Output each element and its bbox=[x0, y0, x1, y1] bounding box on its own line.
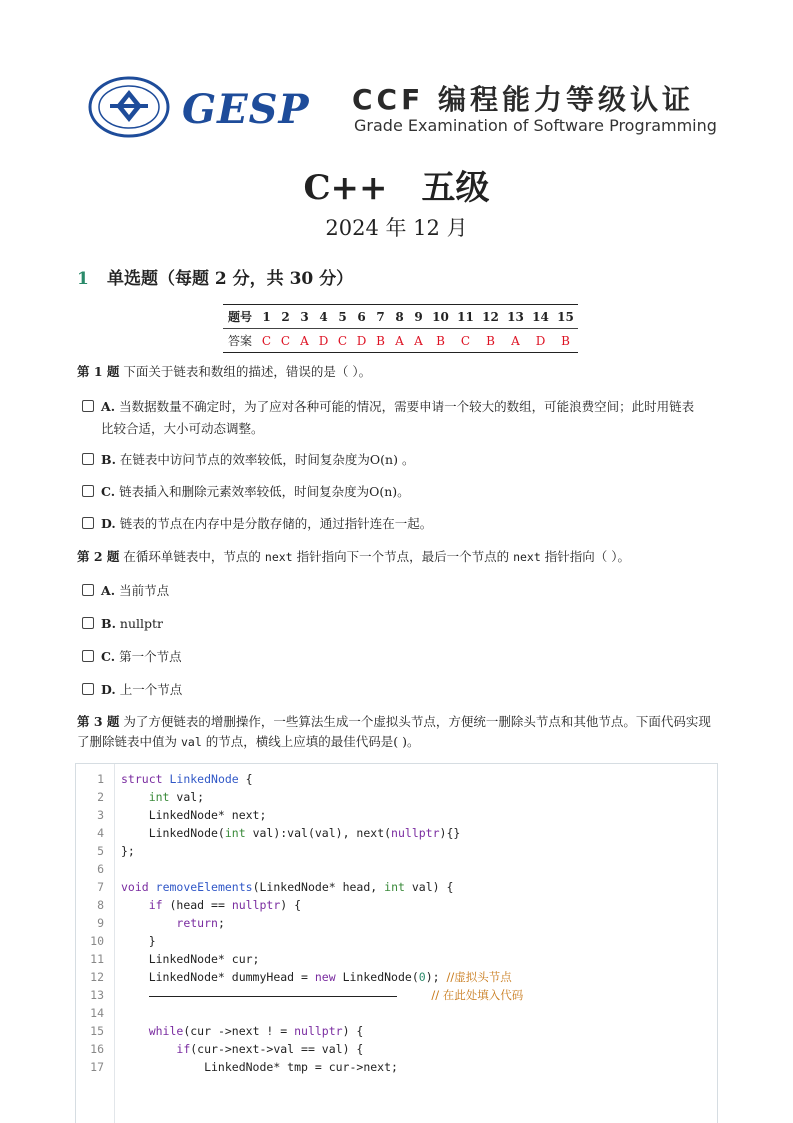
answer-cell: A bbox=[503, 329, 528, 353]
answer-cell: D bbox=[352, 329, 371, 353]
checkbox[interactable] bbox=[82, 400, 94, 412]
code-line: 7 void removeElements(LinkedNode* head, int val) { bbox=[76, 878, 717, 896]
question-text: 下面关于链表和数组的描述，错误的是（ ）。 bbox=[123, 364, 372, 379]
code-line: 11 LinkedNode* cur; bbox=[76, 950, 717, 968]
code-line: 4 LinkedNode(int val):val(val), next(nullptr){} bbox=[76, 824, 717, 842]
answer-cell: B bbox=[428, 329, 453, 353]
option-letter: A. bbox=[101, 399, 116, 414]
line-number: 10 bbox=[90, 934, 104, 948]
option-text: 链表的节点在内存中是分散存储的，通过指针连在一起。 bbox=[119, 516, 433, 531]
answer-cell: D bbox=[314, 329, 333, 353]
answer-table-number: 14 bbox=[528, 305, 553, 329]
answer-cell: C bbox=[453, 329, 478, 353]
header bbox=[88, 72, 717, 142]
q1-option-c[interactable] bbox=[82, 481, 714, 503]
answer-table-header-label: 题号 bbox=[223, 305, 257, 329]
answer-table-number: 6 bbox=[352, 305, 371, 329]
option-text: 链表插入和删除元素效率较低，时间复杂度为O(n)。 bbox=[119, 484, 410, 499]
code-line: 9 return; bbox=[76, 914, 717, 932]
section-title-text: 单选题（每题 2 分，共 30 分） bbox=[107, 269, 354, 289]
answer-cell: C bbox=[276, 329, 295, 353]
answer-cell: C bbox=[333, 329, 352, 353]
code-line: 10 } bbox=[76, 932, 717, 950]
header-title-en: Grade Examination of Software Programming bbox=[354, 116, 717, 135]
answer-cell: B bbox=[553, 329, 578, 353]
ccf-logo-icon bbox=[88, 76, 170, 138]
code-line bbox=[76, 1004, 717, 1022]
checkbox[interactable] bbox=[82, 617, 94, 629]
line-number: 11 bbox=[90, 952, 104, 966]
q1-option-d[interactable] bbox=[82, 513, 714, 535]
code-line: 5 }; bbox=[76, 842, 717, 860]
q2-option-d[interactable] bbox=[82, 679, 714, 701]
code-inline: val bbox=[181, 735, 202, 749]
answer-table-answer-row bbox=[223, 329, 578, 353]
line-number: 9 bbox=[97, 916, 104, 930]
answer-table-number: 11 bbox=[453, 305, 478, 329]
q2-option-c[interactable] bbox=[82, 646, 714, 668]
line-number: 17 bbox=[90, 1060, 104, 1074]
answer-cell: B bbox=[371, 329, 390, 353]
page-title: C++ 五级 bbox=[303, 168, 490, 208]
option-letter: C. bbox=[101, 649, 116, 664]
answer-cell: B bbox=[478, 329, 503, 353]
fill-blank[interactable] bbox=[149, 986, 397, 997]
section-number: 1 bbox=[77, 269, 89, 289]
answer-cell: A bbox=[295, 329, 314, 353]
question-label: 第 1 题 bbox=[77, 364, 120, 379]
question-3 bbox=[77, 712, 717, 752]
option-text: nullptr bbox=[119, 616, 164, 631]
exam-date: 2024 年 12 月 bbox=[325, 216, 468, 240]
code-block bbox=[75, 763, 718, 1123]
line-number: 16 bbox=[90, 1042, 104, 1056]
section-title bbox=[77, 264, 353, 289]
code-line bbox=[76, 860, 717, 878]
line-number: 14 bbox=[90, 1006, 104, 1020]
code-inline: next bbox=[264, 550, 293, 564]
answer-table-header-row bbox=[223, 305, 578, 329]
code-line bbox=[76, 986, 717, 1004]
code-line: 8 if (head == nullptr) { bbox=[76, 896, 717, 914]
header-title-cn: CCF 编程能力等级认证 bbox=[352, 83, 694, 116]
q1-option-b[interactable] bbox=[82, 449, 714, 471]
line-number: 2 bbox=[97, 790, 104, 804]
answer-table-number: 15 bbox=[553, 305, 578, 329]
option-letter: B. bbox=[101, 452, 116, 467]
answer-table-number: 2 bbox=[276, 305, 295, 329]
code-comment: //虚拟头节点 bbox=[446, 970, 512, 984]
q2-option-a[interactable] bbox=[82, 580, 714, 602]
answer-cell: A bbox=[390, 329, 409, 353]
answer-table-number: 10 bbox=[428, 305, 453, 329]
question-text: 为了方便链表的增删操作，一些算法生成一个虚拟头节点，方便统一删除头节点和其他节点。下面代码实现了删除链表中值为 bbox=[77, 714, 711, 749]
checkbox[interactable] bbox=[82, 650, 94, 662]
line-number: 5 bbox=[97, 844, 104, 858]
answer-table-number: 3 bbox=[295, 305, 314, 329]
line-number: 3 bbox=[97, 808, 104, 822]
answer-table bbox=[223, 304, 578, 353]
checkbox[interactable] bbox=[82, 517, 94, 529]
question-text: 指针指向下一个节点，最后一个节点的 bbox=[296, 549, 510, 564]
option-letter: D. bbox=[101, 516, 116, 531]
option-letter: C. bbox=[101, 484, 116, 499]
answer-cell: D bbox=[528, 329, 553, 353]
answer-table-number: 5 bbox=[333, 305, 352, 329]
question-label: 第 3 题 bbox=[77, 714, 120, 729]
code-line: 3 LinkedNode* next; bbox=[76, 806, 717, 824]
checkbox[interactable] bbox=[82, 584, 94, 596]
question-1 bbox=[77, 362, 717, 382]
question-text: 的节点，横线上应填的最佳代码是( )。 bbox=[205, 734, 420, 749]
answer-table-number: 12 bbox=[478, 305, 503, 329]
option-letter: A. bbox=[101, 583, 116, 598]
question-text: 在循环单链表中，节点的 bbox=[123, 549, 261, 564]
line-number: 4 bbox=[97, 826, 104, 840]
code-line: 16 if(cur->next->val == val) { bbox=[76, 1040, 717, 1058]
code-comment: // 在此处填入代码 bbox=[431, 988, 524, 1002]
answer-cell: A bbox=[409, 329, 428, 353]
checkbox[interactable] bbox=[82, 485, 94, 497]
option-text: 当前节点 bbox=[119, 583, 170, 598]
checkbox[interactable] bbox=[82, 683, 94, 695]
checkbox[interactable] bbox=[82, 453, 94, 465]
code-line: 17 LinkedNode* tmp = cur->next; bbox=[76, 1058, 717, 1076]
answer-table-number: 8 bbox=[390, 305, 409, 329]
gesp-logo: GESP bbox=[182, 86, 310, 133]
answer-table-number: 7 bbox=[371, 305, 390, 329]
code-line: 15 while(cur ->next ! = nullptr) { bbox=[76, 1022, 717, 1040]
answer-table-number: 1 bbox=[257, 305, 276, 329]
answer-table-number: 9 bbox=[409, 305, 428, 329]
line-number: 15 bbox=[90, 1024, 104, 1038]
question-text: 指针指向（ ）。 bbox=[544, 549, 630, 564]
line-number: 13 bbox=[90, 988, 104, 1002]
option-text: 当数据数量不确定时，为了应对各种可能的情况，需要申请一个较大的数组，可能浪费空间；此时用链表比较合适，大小可动态调整。 bbox=[101, 399, 695, 436]
question-2 bbox=[77, 547, 717, 567]
option-text: 第一个节点 bbox=[119, 649, 182, 664]
q2-option-b[interactable] bbox=[82, 613, 714, 635]
answer-table-number: 4 bbox=[314, 305, 333, 329]
answer-table-number: 13 bbox=[503, 305, 528, 329]
code-line: 12 LinkedNode* dummyHead = new LinkedNode(0); //虚拟头节点 bbox=[76, 968, 717, 986]
answer-table-answer-label: 答案 bbox=[223, 329, 257, 353]
code-inline: next bbox=[513, 550, 541, 564]
option-letter: B. bbox=[101, 616, 116, 631]
option-text: 上一个节点 bbox=[119, 682, 183, 697]
line-number: 7 bbox=[97, 880, 104, 894]
line-number: 8 bbox=[97, 898, 104, 912]
code-line: 1 struct LinkedNode { bbox=[76, 770, 717, 788]
line-number: 6 bbox=[97, 862, 104, 876]
option-letter: D. bbox=[101, 682, 116, 697]
question-label: 第 2 题 bbox=[77, 549, 120, 564]
code-line: 2 int val; bbox=[76, 788, 717, 806]
q1-option-a[interactable] bbox=[82, 396, 714, 440]
option-text: 在链表中访问节点的效率较低，时间复杂度为O(n) 。 bbox=[119, 452, 415, 467]
line-number: 1 bbox=[97, 772, 104, 786]
line-number: 12 bbox=[90, 970, 104, 984]
answer-cell: C bbox=[257, 329, 276, 353]
